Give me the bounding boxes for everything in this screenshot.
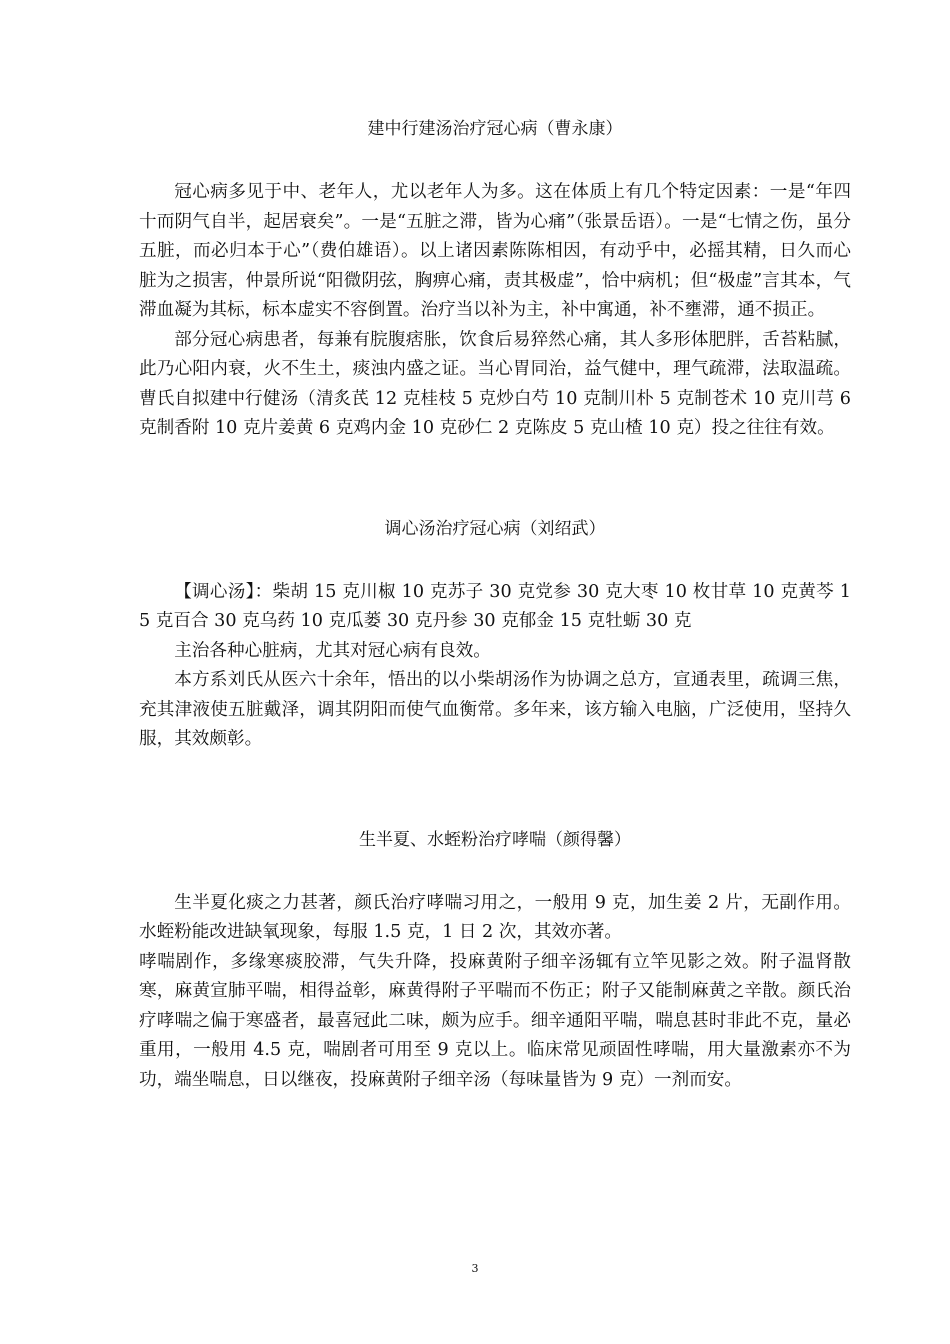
section-title-3: 生半夏、水蛭粉治疗哮喘（颜得馨）	[359, 829, 631, 850]
formula-label: 【调心汤】：	[174, 581, 273, 602]
spacer	[139, 144, 851, 178]
page-number: 3	[471, 1262, 479, 1275]
section-1-paragraph-1: 冠心病多见于中、老年人，尤以老年人为多。这在体质上有几个特定因素：一是“年四十而阴气自半，起居衰矣”。一是“五脏之滞，皆为心痛”（张景岳语）。一是“七情之伤，虽分五脏，而必归本于心”（费伯雄语）。以上诸因素陈陈相因，有动乎中，必摇其精，日久而心脏为之损害，仲景所说“阳微阴弦，胸痹心痛，责其极虚”，恰中病机；但“极虚”言其本，气滞血凝为其标，标本虚实不容倒置。治疗当以补为主，补中寓通，补不壅滞，通不损正。	[139, 182, 851, 320]
spacer	[139, 444, 851, 514]
section-title-2: 调心汤治疗冠心病（刘绍武）	[384, 518, 606, 539]
section-title-1: 建中行建汤治疗冠心病（曹永康）	[367, 119, 623, 139]
section-2-formula	[139, 578, 851, 637]
section-3-paragraph-2: 哮喘剧作，多缘寒痰胶滞，气失升降，投麻黄附子细辛汤辄有立竿见影之效。附子温肾散寒，麻黄宣肺平喘，相得益彰，麻黄得附子平喘而不伤正；附子又能制麻黄之辛散。颜氏治疗哮喘之偏于寒盛者，最喜冠此二味，颇为应手。细辛通阳平喘，喘息甚时非此不克，量必重用，一般用 4.5 克，喘剧者可用至 9 克以上。临床常见顽固性哮喘，用大量激素亦不为功，端坐喘息，日以继夜，投麻黄附子细辛汤（每味量皆为 9 克）一剂而安。	[139, 951, 851, 1090]
spacer	[139, 544, 851, 578]
spacer	[139, 755, 851, 825]
section-2-paragraph-2: 本方系刘氏从医六十余年，悟出的以小柴胡汤作为协调之总方，宣通表里，疏调三焦，充其津液使五脏戴泽，调其阴阳而使气血衡常。多年来，该方输入电脑，广泛使用，坚持久服，其效颇彰。	[139, 670, 851, 749]
formula-ingredients: 柴胡 15 克川椒 10 克苏子 30 克党参 30 克大枣 10 枚甘草 10 克黄芩 15 克百合 30 克乌药 10 克瓜蒌 30 克丹参 30 克郁金 15 克牡蛎 30 克	[139, 581, 851, 631]
section-3-paragraph-1: 生半夏化痰之力甚著，颜氏治疗哮喘习用之，一般用 9 克，加生姜 2 片，无副作用。水蛭粉能改进缺氧现象，每服 1.5 克，1 日 2 次，其效亦著。	[139, 892, 851, 942]
section-1-paragraph-2: 部分冠心病患者，每兼有脘腹痞胀，饮食后易猝然心痛，其人多形体肥胖，舌苔粘腻，此乃心阳内衰，火不生土，痰浊内盛之证。当心胃同治，益气健中，理气疏滞，法取温疏。曹氏自拟建中行健汤（清炙芪 12 克桂枝 5 克炒白芍 10 克制川朴 5 克制苍术 10 克川芎 6 克制香附 10 克片姜黄 6 克鸡内金 10 克砂仁 2 克陈皮 5 克山楂 10 克）投之往往有效。	[139, 329, 851, 438]
spacer	[139, 855, 851, 889]
document-body	[139, 114, 851, 1095]
section-2-paragraph-1: 主治各种心脏病，尤其对冠心病有良效。	[174, 640, 491, 661]
